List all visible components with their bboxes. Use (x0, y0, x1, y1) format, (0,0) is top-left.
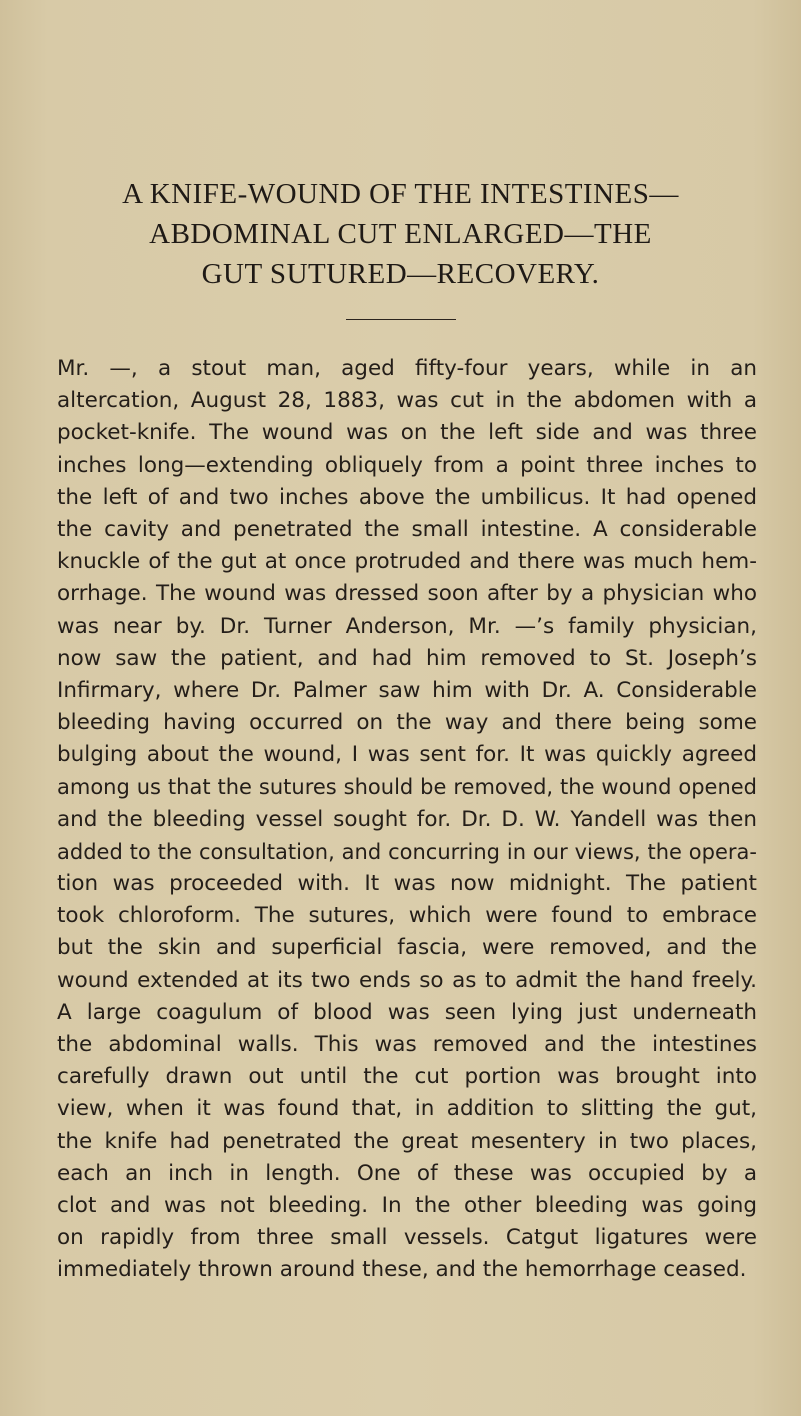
text-line: and the bleeding vessel sought for. Dr. D. W. Yandell was then (57, 806, 757, 832)
text-line: Mr. —, a stout man, aged fifty-four years, while in an (57, 356, 757, 381)
text-line: knuckle of the gut at once protruded and there was much hem- (57, 549, 757, 575)
text-line: now saw the patient, and had him removed to St. Joseph’s (57, 645, 757, 671)
text-line: took chloroform. The sutures, which were found to embrace (57, 903, 757, 929)
text-line: immediately thrown around these, and the hemorrhage ceased. (57, 1257, 747, 1283)
body-paragraph (57, 353, 757, 1286)
text-line: the knife had penetrated the great mesentery in two places, (57, 1128, 757, 1154)
text-line: the left of and two inches above the umbilicus. It had opened (57, 484, 757, 510)
text-line: bleeding having occurred on the way and there being some (57, 710, 757, 736)
text-line: the abdominal walls. This was removed and the intestines (57, 1031, 757, 1057)
text-line: wound extended at its two ends so as to admit the hand freely. (57, 967, 757, 993)
text-line: the cavity and penetrated the small intestine. A considerable (57, 516, 757, 542)
text-line: Infirmary, where Dr. Palmer saw him with Dr. A. Considerable (57, 677, 757, 703)
text-line: clot and was not bleeding. In the other bleeding was going (57, 1192, 757, 1218)
title-line-3: GUT SUTURED—RECOVERY. (201, 258, 600, 290)
text-line: each an inch in length. One of these was occupied by a (57, 1160, 757, 1186)
text-line: was near by. Dr. Turner Anderson, Mr. —’s family physician, (57, 613, 757, 639)
title-divider (346, 319, 456, 320)
text-line: on rapidly from three small vessels. Catgut ligatures were (57, 1225, 757, 1251)
title-line-1: A KNIFE-WOUND OF THE INTESTINES— (122, 178, 679, 210)
text-line: inches long—extending obliquely from a point three inches to (57, 452, 757, 478)
text-line: among us that the sutures should be removed, the wound opened (57, 775, 757, 800)
text-line: pocket-knife. The wound was on the left side and was three (57, 420, 757, 446)
text-line: altercation, August 28, 1883, was cut in the abdomen with a (57, 388, 757, 414)
text-line: orrhage. The wound was dressed soon after by a physician who (57, 581, 757, 607)
text-line: A large coagulum of blood was seen lying just underneath (57, 999, 757, 1025)
text-line: carefully drawn out until the cut portion was brought into (57, 1064, 757, 1090)
text-line: tion was proceeded with. It was now midnight. The patient (57, 871, 757, 896)
text-line: added to the consultation, and concurring in our views, the opera- (57, 839, 757, 864)
text-line: but the skin and superficial fascia, were removed, and the (57, 935, 757, 961)
text-line: view, when it was found that, in addition to slitting the gut, (57, 1096, 757, 1122)
text-line: bulging about the wound, I was sent for. It was quickly agreed (57, 742, 757, 768)
title-line-2: ABDOMINAL CUT ENLARGED—THE (149, 218, 652, 250)
